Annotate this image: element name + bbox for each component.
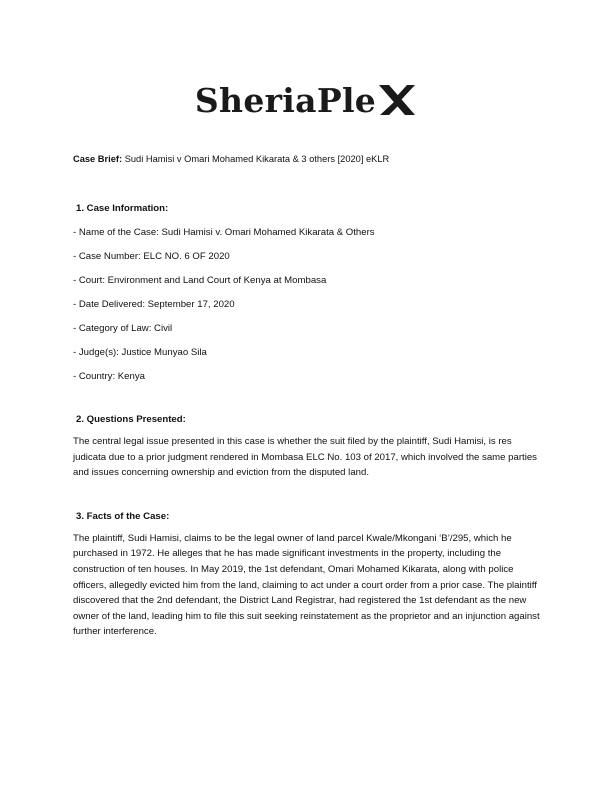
info-case-number: - Case Number: ELC NO. 6 OF 2020 — [73, 251, 230, 262]
facts-of-the-case-text: The plaintiff, Sudi Hamisi, claims to be the legal owner of land parcel Kwale/Mkongani ‘B’/295, which he purchased in 1972. He alleges that he has made significant investments in the property, including the construction of ten houses. In May 2019, the 1st defendant, Omari Mohamed Kikarata, along with police officers, allegedly evicted him from the land, claiming to act under a court order from a prior case. The plaintiff discovered that the 2nd defendant, the District Land Registrar, had registered the 1st defendant as the new owner of the land, leading him to file this suit seeking reinstatement as the proprietor and an injunction against further interference. — [73, 532, 540, 638]
info-judges: - Judge(s): Justice Munyao Sila — [73, 347, 207, 358]
section-heading-facts-of-the-case: 3. Facts of the Case: — [76, 510, 170, 522]
info-category-of-law: - Category of Law: Civil — [73, 323, 173, 334]
info-court: - Court: Environment and Land Court of Kenya at Mombasa — [73, 275, 327, 286]
logo-x-mark — [377, 83, 417, 117]
info-date-delivered: - Date Delivered: September 17, 2020 — [73, 299, 235, 310]
info-case-name: - Name of the Case: Sudi Hamisi v. Omari Mohamed Kikarata & Others — [73, 227, 375, 238]
sheriaplex-logo — [0, 70, 612, 130]
questions-presented-text: The central legal issue presented in this case is whether the suit filed by the plaintiff, Sudi Hamisi, is res judicata due to a prior judgment rendered in Mombasa ELC No. 103 of 2017, which involved the same parties and issues concerning ownership and eviction from the disputed land. — [73, 436, 537, 479]
section-heading-case-information: 1. Case Information: — [76, 203, 169, 214]
case-brief-title: Sudi Hamisi v Omari Mohamed Kikarata & 3 others [2020] eKLR — [124, 154, 390, 164]
section-heading-questions-presented: 2. Questions Presented: — [76, 414, 186, 425]
document-body — [73, 152, 543, 640]
info-country: - Country: Kenya — [73, 371, 145, 382]
case-brief-line — [73, 152, 543, 166]
case-brief-label: Case Brief: — [73, 154, 123, 164]
logo-text: SheriaPle — [194, 80, 377, 120]
